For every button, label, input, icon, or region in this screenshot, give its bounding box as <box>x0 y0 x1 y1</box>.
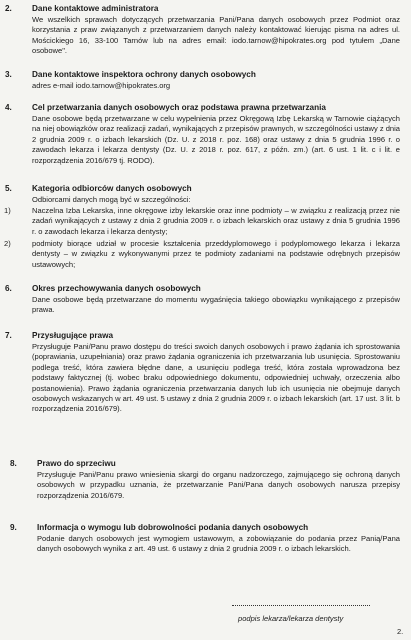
section-body: Odbiorcami danych mogą być w szczególności: <box>32 195 191 204</box>
list-item-number: 1) <box>4 206 11 215</box>
section-body: Przysługuje Pani/Panu prawo wniesienia skargi do organu nadzorczego, zajmującego się ochroną danych osobowych w przypadku uznania, że przetwarzanie Pani/Pana danych osobowych narusza przepisy rozporządzenia 2016/679. <box>37 470 400 500</box>
section-body: Podanie danych osobowych jest wymogiem ustawowym, a zobowiązanie do podania przez Panią/Pana danych osobowych wynika z art. 49 ust. 6 ustawy z dnia 2 grudnia 2009 r. o izbach lekarskich. <box>37 534 400 554</box>
section-body: adres e-mail iodo.tarnow@hipokrates.org <box>32 81 171 90</box>
section-number: 9. <box>10 523 17 532</box>
list-item-number: 2) <box>4 239 11 248</box>
section-heading: Kategoria odbiorców danych osobowych <box>32 184 192 193</box>
list-item: Naczelna Izba Lekarska, inne okręgowe izby lekarskie oraz inne podmioty – w związku z realizacją przez nie zadań wynikających z ustawy z dnia 2 grudnia 2009 r. o izbach lekarskich oraz ustawy z dnia 5 grudnia 1996 r. o zawodach lekarza i lekarza dentysty; <box>32 206 400 236</box>
section-heading: Przysługujące prawa <box>32 331 113 340</box>
page-number: 2. <box>397 627 404 636</box>
signature-line <box>232 605 370 606</box>
list-item: podmioty biorące udział w procesie kształcenia przeddyplomowego i podyplomowego lekarza i lekarza dentysty – w związku z wykonywanymi przez te podmioty zadaniami na podstawie odrębnych przepisów ustawowych; <box>32 239 400 269</box>
section-number: 3. <box>5 70 12 79</box>
section-body: Przysługuje Pani/Panu prawo dostępu do treści swoich danych osobowych i prawo żądania ich sprostowania (poprawiania, uzupełniania) oraz prawo żądania ograniczenia ich przetwarzania lub usunięcia. Sprostowaniu podlega treść, która zawiera błędne dane, a usunięciu podlega treść, która została wprowadzona bez podstawy faktycznej (tj. wobec braku odpowiedniego dokumentu, odpowiedniej uchwały, orzeczenia albo postanowienia). Prawo żądania ograniczenia przetwarzania danych lub ich usunięcia nie obejmuje danych osobowych wskazanych w art. 49 ust. 5 ustawy z dnia 2 grudnia 2009 r. o izbach lekarskich (art. 17 ust. 3 lit. b rozporządzenia 2016/679). <box>32 342 400 414</box>
section-number: 2. <box>5 4 12 13</box>
section-heading: Informacja o wymogu lub dobrowolności podania danych osobowych <box>37 523 309 532</box>
section-heading: Cel przetwarzania danych osobowych oraz podstawa prawna przetwarzania <box>32 103 326 112</box>
section-number: 7. <box>5 331 12 340</box>
section-heading: Dane kontaktowe administratora <box>32 4 159 13</box>
section-heading: Prawo do sprzeciwu <box>37 459 116 468</box>
signature-label: podpis lekarza/lekarza dentysty <box>238 614 344 623</box>
section-body: Dane osobowe będą przetwarzane w celu wypełnienia przez Okręgową Izbę Lekarską w Tarnowie ciążących na niej obowiązków oraz realizacji zadań, wynikających z przepisów prawnych, w szczególności ustawy z dnia 2 grudnia 2009 r. o izbach lekarskich (Dz. U. z 2018 r. poz. 168) oraz ustawy z dnia 5 grudnia 1996 r. o zawodach lekarza i lekarza dentysty (Dz. U. z 2018 r. poz. 617, z późn. zm.) (art. 6 ust. 1 lit. c i lit. e rozporządzenia 2016/679 tj. RODO). <box>32 114 400 165</box>
section-number: 8. <box>10 459 17 468</box>
section-number: 4. <box>5 103 12 112</box>
section-number: 5. <box>5 184 12 193</box>
section-heading: Dane kontaktowe inspektora ochrony danych osobowych <box>32 70 256 79</box>
section-body: Dane osobowe będą przetwarzane do momentu wygaśnięcia takiego obowiązku wynikającego z przepisów prawa. <box>32 295 400 315</box>
section-number: 6. <box>5 284 12 293</box>
section-heading: Okres przechowywania danych osobowych <box>32 284 201 293</box>
section-body: We wszelkich sprawach dotyczących przetwarzania Pani/Pana danych osobowych przez Podmiot oraz korzystania z praw związanych z przetwarzaniem danych należy kontaktować kierując pisma na adres ul. Mościckiego 16, 33-100 Tarnów lub na adres email: iodo.tarnow@hipokrates.org pod tytułem „Dane osobowe". <box>32 15 400 56</box>
